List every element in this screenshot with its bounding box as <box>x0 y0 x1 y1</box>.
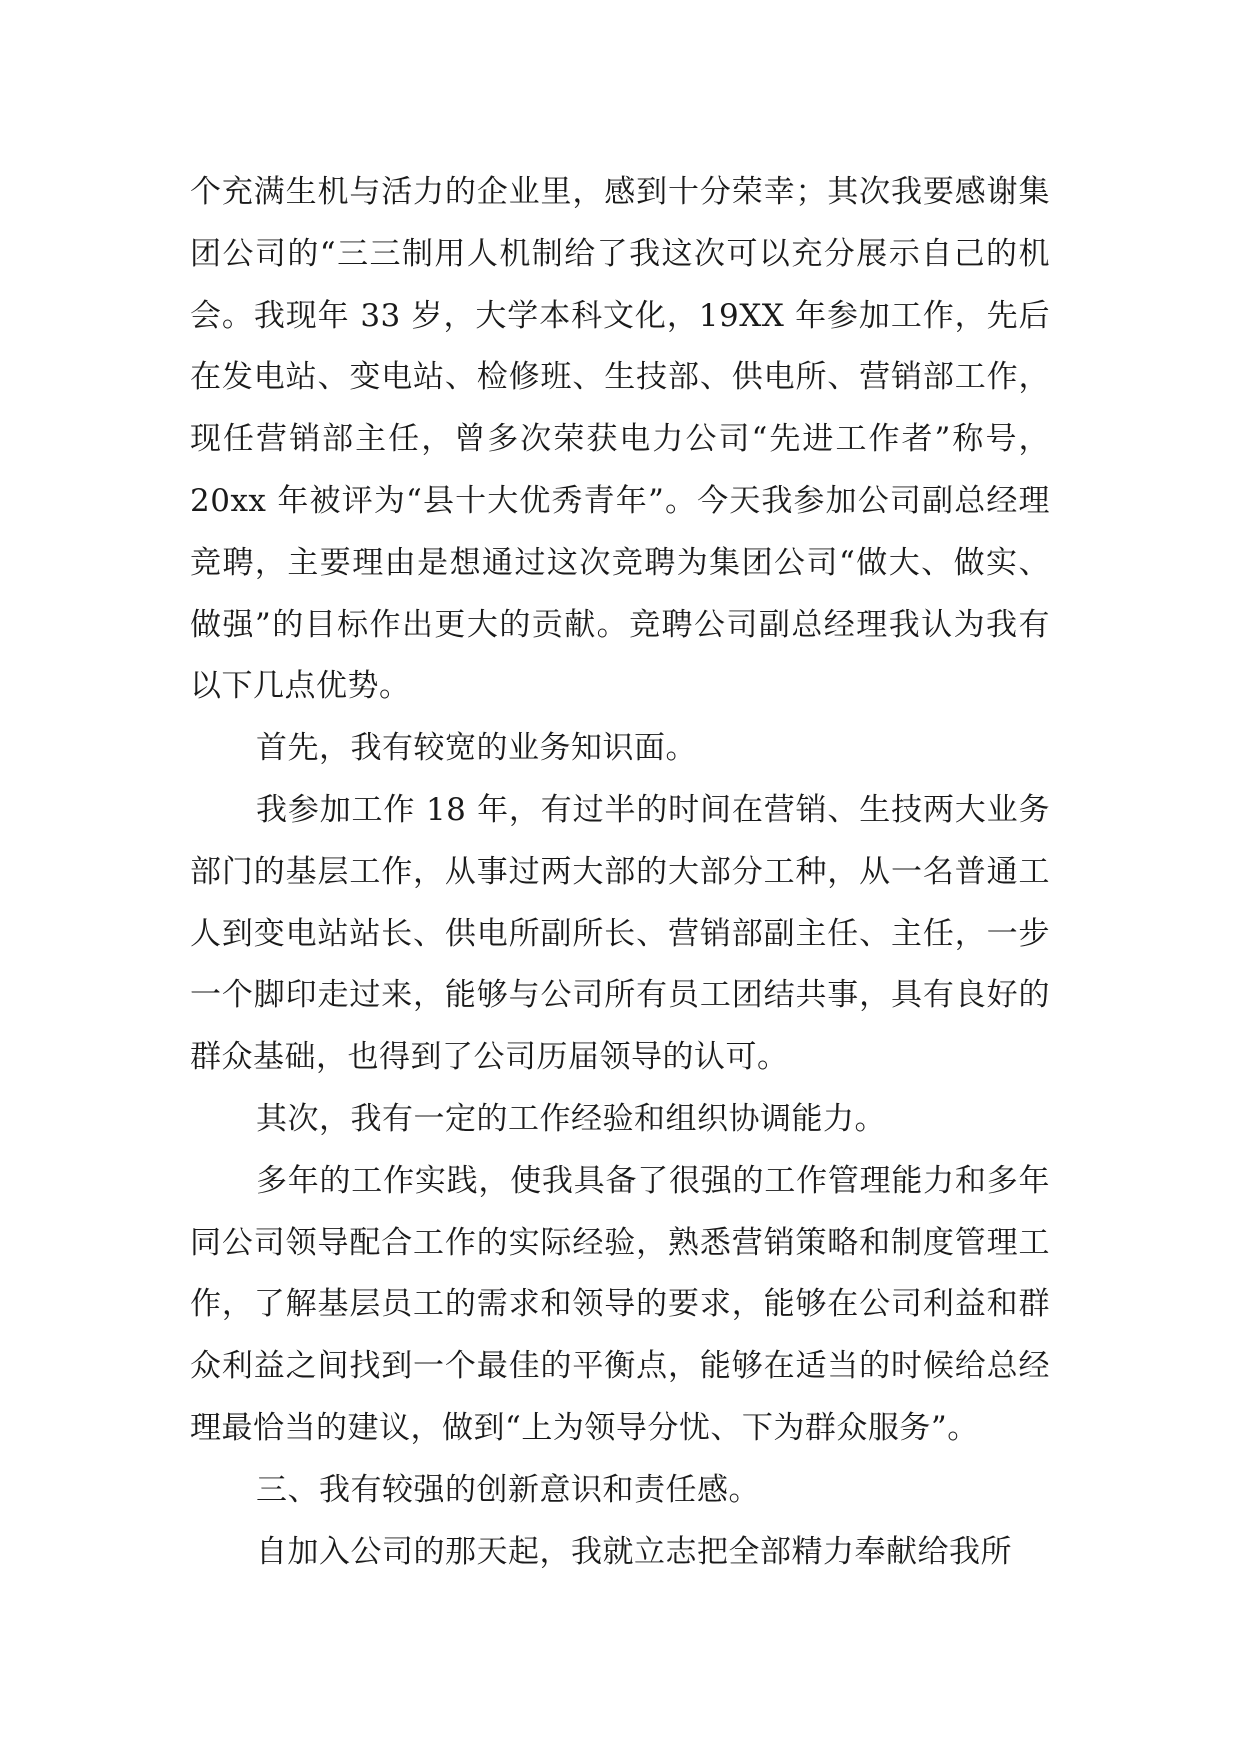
paragraph-2-heading-first: 首先，我有较宽的业务知识面。 <box>256 730 697 767</box>
paragraph-7: 自加入公司的那天起，我就立志把全部精力奉献给我所 <box>256 1533 1012 1570</box>
paragraph-4-heading-second: 其次，我有一定的工作经验和组织协调能力。 <box>256 1100 886 1137</box>
paragraph-3: 我参加工作 18 年，有过半的时间在营销、生技两大业务部门的基层工作，从事过两大部的大部分工种，从一名普通工人到变电站站长、供电所副所长、营销部副主任、主任，一步一个脚印走过来，能够与公司所有员工团结共事，具有良好的群众基础，也得到了公司历届领导的认可。 <box>190 791 1050 1076</box>
document-body <box>190 162 1050 1583</box>
paragraph-5: 多年的工作实践，使我具备了很强的工作管理能力和多年同公司领导配合工作的实际经验，熟悉营销策略和制度管理工作，了解基层员工的需求和领导的要求，能够在公司利益和群众利益之间找到一个最佳的平衡点，能够在适当的时候给总经理最恰当的建议，做到“上为领导分忧、下为群众服务”。 <box>190 1162 1050 1446</box>
paragraph-6-heading-third: 三、我有较强的创新意识和责任感。 <box>256 1471 760 1508</box>
paragraph-1: 个充满生机与活力的企业里，感到十分荣幸；其次我要感谢集团公司的“三三制用人机制给了我这次可以充分展示自己的机会。我现年 33 岁，大学本科文化，19XX 年参加工作，先后在发电站、变电站、检修班、生技部、供电所、营销部工作，现任营销部主任，曾多次荣获电力公司“先进工作者”称号，20xx 年被评为“县十大优秀青年”。今天我参加公司副总经理竞聘，主要理由是想通过这次竞聘为集团公司“做大、做实、做强”的目标作出更大的贡献。竞聘公司副总经理我认为我有以下几点优势。 <box>190 174 1050 705</box>
